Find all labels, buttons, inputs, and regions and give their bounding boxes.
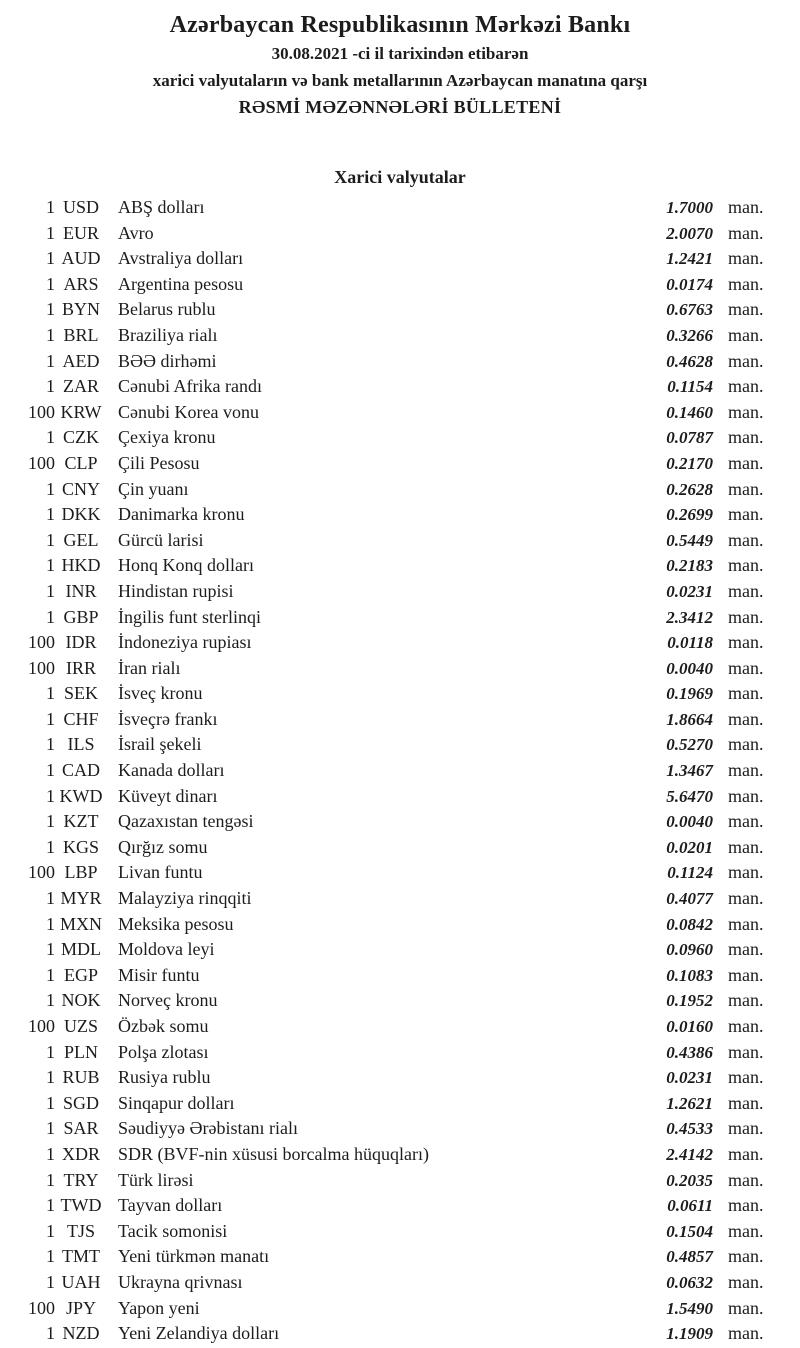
currency-quantity: 1	[46, 1271, 55, 1292]
currency-unit: man.	[728, 248, 764, 269]
currency-rate: 1.2621	[666, 1093, 713, 1113]
currency-name: Çin yuanı	[118, 478, 189, 499]
currency-row	[0, 988, 800, 1014]
currency-unit: man.	[728, 273, 764, 294]
currency-quantity: 1	[46, 683, 55, 704]
currency-name: İsrail şekeli	[118, 734, 202, 755]
currency-name: Gürcü larisi	[118, 529, 204, 550]
currency-code: INR	[65, 580, 97, 601]
currency-quantity: 1	[46, 734, 55, 755]
currency-row	[0, 323, 800, 349]
currency-row	[0, 1065, 800, 1091]
currency-rates-table	[0, 195, 800, 1347]
currency-code: EGP	[63, 964, 98, 985]
currency-unit: man.	[728, 760, 764, 781]
currency-code: SGD	[62, 1092, 99, 1113]
currency-rate: 0.0842	[666, 914, 713, 934]
currency-row	[0, 477, 800, 503]
currency-unit: man.	[728, 939, 764, 960]
currency-quantity: 1	[46, 811, 55, 832]
currency-row	[0, 835, 800, 861]
currency-name: Livan funtu	[118, 862, 203, 883]
currency-name: Sinqapur dolları	[118, 1092, 235, 1113]
currency-row	[0, 1244, 800, 1270]
currency-quantity: 1	[46, 273, 55, 294]
currency-code: NZD	[62, 1323, 100, 1344]
currency-row	[0, 758, 800, 784]
section-title-foreign-currencies: Xarici valyutalar	[334, 167, 466, 187]
currency-row	[0, 221, 800, 247]
currency-quantity: 1	[46, 1067, 55, 1088]
currency-unit: man.	[728, 222, 764, 243]
currency-code: TJS	[66, 1220, 95, 1241]
currency-name: Səudiyyə Ərəbistanı rialı	[118, 1118, 298, 1139]
currency-code: JPY	[65, 1297, 96, 1318]
currency-quantity: 1	[46, 913, 55, 934]
currency-row	[0, 400, 800, 426]
currency-rate: 0.2170	[666, 453, 713, 473]
currency-name: Meksika pesosu	[118, 913, 234, 934]
effective-date-line: 30.08.2021 -ci il tarixindən etibarən	[271, 44, 529, 63]
currency-code: KZT	[63, 811, 99, 832]
currency-rate: 1.1909	[666, 1324, 713, 1344]
currency-name: Küveyt dinarı	[118, 785, 218, 806]
currency-rate: 0.0160	[666, 1017, 713, 1036]
currency-row	[0, 707, 800, 733]
currency-quantity: 1	[46, 1041, 55, 1062]
currency-name: Misir funtu	[118, 964, 200, 985]
currency-name: Malayziya rinqqiti	[118, 888, 252, 909]
currency-rate: 0.2699	[666, 505, 713, 525]
currency-row	[0, 1193, 800, 1219]
currency-quantity: 1	[46, 939, 55, 960]
currency-code: KGS	[62, 836, 99, 857]
currency-rate: 0.4077	[666, 889, 713, 909]
currency-name: Tayvan dolları	[118, 1195, 223, 1216]
currency-quantity: 1	[46, 1118, 55, 1139]
currency-row	[0, 1142, 800, 1168]
currency-code: XDR	[61, 1143, 100, 1164]
currency-name: Qazaxıstan tengəsi	[118, 811, 254, 832]
currency-row	[0, 605, 800, 631]
currency-rate: 0.0960	[666, 940, 713, 960]
currency-unit: man.	[728, 734, 764, 755]
currency-quantity: 1	[46, 785, 55, 806]
currency-quantity: 100	[28, 862, 55, 883]
currency-code: TWD	[60, 1195, 102, 1216]
currency-name: Cənubi Afrika randı	[118, 376, 262, 397]
currency-row	[0, 1219, 800, 1245]
currency-rate: 0.4386	[666, 1042, 713, 1062]
currency-unit: man.	[728, 299, 764, 320]
currency-name: Avro	[118, 222, 154, 243]
currency-quantity: 1	[46, 606, 55, 627]
currency-code: MDL	[61, 939, 101, 960]
currency-rate: 2.0070	[666, 223, 713, 243]
currency-quantity: 1	[46, 708, 55, 729]
bulletin-title: RƏSMİ MƏZƏNNƏLƏRİ BÜLLETENİ	[238, 97, 562, 117]
currency-name: Cənubi Korea vonu	[118, 401, 259, 422]
currency-name: Rusiya rublu	[118, 1067, 211, 1088]
currency-name: SDR (BVF-nin xüsusi borcalma hüquqları)	[118, 1143, 429, 1164]
currency-name: İngilis funt sterlinqi	[118, 606, 261, 627]
currency-quantity: 1	[46, 836, 55, 857]
currency-quantity: 1	[46, 529, 55, 550]
currency-name: ABŞ dolları	[118, 197, 205, 217]
currency-name: Moldova leyi	[118, 939, 215, 960]
currency-code: NOK	[61, 990, 101, 1011]
currency-rate: 0.0118	[667, 633, 713, 653]
currency-name: İsveç kronu	[118, 683, 203, 704]
currency-code: MYR	[60, 888, 102, 909]
currency-rate: 0.1504	[666, 1221, 713, 1241]
currency-unit: man.	[728, 836, 764, 857]
currency-quantity: 1	[46, 964, 55, 985]
currency-code: SEK	[63, 683, 98, 704]
currency-quantity: 100	[28, 632, 55, 653]
currency-quantity: 1	[46, 248, 55, 269]
currency-code: IRR	[65, 657, 96, 678]
currency-rate: 0.2628	[666, 479, 713, 499]
currency-unit: man.	[728, 197, 764, 217]
currency-name: Danimarka kronu	[118, 504, 245, 525]
currency-quantity: 1	[46, 1143, 55, 1164]
currency-rate: 0.0231	[666, 1068, 713, 1088]
currency-code: TRY	[63, 1169, 99, 1190]
currency-code: CNY	[61, 478, 100, 499]
currency-rate: 0.0201	[666, 837, 713, 857]
currency-row	[0, 963, 800, 989]
currency-rate: 0.4628	[666, 351, 713, 371]
currency-quantity: 1	[46, 888, 55, 909]
currency-name: Çexiya kronu	[118, 427, 216, 448]
currency-unit: man.	[728, 1067, 764, 1088]
currency-rate: 0.1154	[667, 377, 713, 397]
currency-quantity: 1	[46, 324, 55, 345]
currency-name: Yeni türkmən manatı	[118, 1246, 270, 1267]
currency-code: UZS	[63, 1016, 98, 1036]
currency-row	[0, 1321, 800, 1347]
currency-rate: 0.0632	[666, 1272, 713, 1292]
currency-code: UAH	[61, 1271, 101, 1292]
subject-line: xarici valyutaların və bank metallarının Azərbaycan manatına qarşı	[152, 71, 648, 90]
currency-unit: man.	[728, 683, 764, 704]
currency-unit: man.	[728, 1246, 764, 1267]
currency-unit: man.	[728, 1092, 764, 1113]
currency-code: KWD	[59, 785, 103, 806]
currency-unit: man.	[728, 913, 764, 934]
currency-row	[0, 297, 800, 323]
currency-rate: 2.3412	[666, 607, 713, 627]
currency-row	[0, 1014, 800, 1040]
currency-rate: 0.2183	[666, 556, 713, 576]
currency-name: Özbək somu	[118, 1016, 209, 1036]
currency-name: Norveç kronu	[118, 990, 218, 1011]
currency-row	[0, 579, 800, 605]
currency-unit: man.	[728, 606, 764, 627]
currency-row	[0, 451, 800, 477]
currency-row	[0, 809, 800, 835]
currency-unit: man.	[728, 1297, 764, 1318]
currency-unit: man.	[728, 478, 764, 499]
currency-unit: man.	[728, 990, 764, 1011]
currency-name: Ukrayna qrivnası	[118, 1271, 243, 1292]
currency-code: ILS	[67, 734, 95, 755]
currency-code: AUD	[61, 248, 101, 269]
currency-rate: 0.0174	[666, 274, 713, 294]
currency-quantity: 1	[46, 990, 55, 1011]
currency-row	[0, 1270, 800, 1296]
currency-rate: 2.4142	[666, 1144, 713, 1164]
currency-rate: 0.5449	[666, 530, 713, 550]
currency-unit: man.	[728, 376, 764, 397]
currency-rate: 1.2421	[666, 249, 713, 269]
currency-quantity: 1	[46, 376, 55, 397]
currency-row	[0, 246, 800, 272]
currency-row	[0, 553, 800, 579]
currency-code: CLP	[64, 452, 98, 473]
currency-rate: 1.5490	[666, 1298, 713, 1318]
currency-quantity: 1	[46, 1246, 55, 1267]
currency-rate: 0.2035	[666, 1170, 713, 1190]
currency-code: IDR	[65, 632, 97, 653]
currency-rate: 0.1460	[666, 402, 713, 422]
currency-row	[0, 681, 800, 707]
currency-row	[0, 502, 800, 528]
currency-rate: 0.0787	[666, 428, 713, 448]
currency-name: Polşa zlotası	[118, 1041, 209, 1062]
currency-rate: 0.3266	[666, 325, 713, 345]
currency-unit: man.	[728, 1118, 764, 1139]
currency-row	[0, 1091, 800, 1117]
currency-unit: man.	[728, 1220, 764, 1241]
currency-unit: man.	[728, 708, 764, 729]
currency-rate: 0.1952	[666, 991, 713, 1011]
currency-rate: 0.4533	[666, 1119, 713, 1139]
currency-row	[0, 425, 800, 451]
currency-row	[0, 272, 800, 298]
currency-name: Belarus rublu	[118, 299, 216, 320]
currency-unit: man.	[728, 529, 764, 550]
currency-unit: man.	[728, 657, 764, 678]
currency-code: GEL	[63, 529, 99, 550]
currency-quantity: 1	[46, 1323, 55, 1344]
currency-name: Hindistan rupisi	[118, 580, 234, 601]
currency-rate: 0.1083	[666, 965, 713, 985]
currency-quantity: 100	[28, 401, 55, 422]
currency-rate: 0.6763	[666, 300, 713, 320]
currency-row	[0, 784, 800, 810]
currency-quantity: 1	[46, 1220, 55, 1241]
currency-unit: man.	[728, 427, 764, 448]
currency-rate: 1.8664	[666, 709, 713, 729]
currency-rate: 0.0040	[666, 812, 713, 832]
currency-unit: man.	[728, 632, 764, 653]
currency-row	[0, 912, 800, 938]
currency-row	[0, 1168, 800, 1194]
currency-code: AED	[62, 350, 100, 371]
currency-code: GBP	[63, 606, 99, 627]
currency-unit: man.	[728, 1041, 764, 1062]
currency-name: BƏƏ dirhəmi	[118, 350, 217, 371]
currency-name: Yapon yeni	[118, 1297, 200, 1318]
currency-unit: man.	[728, 888, 764, 909]
currency-code: HKD	[61, 555, 101, 576]
currency-unit: man.	[728, 785, 764, 806]
currency-code: CAD	[61, 760, 100, 781]
currency-unit: man.	[728, 350, 764, 371]
currency-code: BYN	[61, 299, 100, 320]
currency-code: CHF	[63, 708, 99, 729]
currency-row	[0, 349, 800, 375]
currency-rate: 0.0040	[666, 658, 713, 678]
currency-quantity: 1	[46, 504, 55, 525]
currency-code: PLN	[63, 1041, 98, 1062]
currency-code: USD	[62, 197, 99, 217]
currency-name: Çili Pesosu	[118, 452, 200, 473]
currency-quantity: 1	[46, 478, 55, 499]
currency-row	[0, 860, 800, 886]
currency-quantity: 1	[46, 555, 55, 576]
currency-unit: man.	[728, 811, 764, 832]
currency-row	[0, 374, 800, 400]
currency-code: ARS	[63, 273, 99, 294]
currency-quantity: 1	[46, 350, 55, 371]
currency-code: LBP	[64, 862, 98, 883]
currency-row	[0, 886, 800, 912]
currency-name: Braziliya rialı	[118, 324, 218, 345]
currency-name: Tacik somonisi	[118, 1220, 228, 1241]
currency-rate: 0.1969	[666, 684, 713, 704]
currency-unit: man.	[728, 324, 764, 345]
currency-row	[0, 1296, 800, 1322]
currency-name: Avstraliya dolları	[118, 248, 244, 269]
currency-rate: 0.5270	[666, 735, 713, 755]
currency-row	[0, 732, 800, 758]
currency-unit: man.	[728, 862, 764, 883]
currency-unit: man.	[728, 1169, 764, 1190]
bank-name-title: Azərbaycan Respublikasının Mərkəzi Bankı	[169, 12, 631, 38]
currency-row	[0, 630, 800, 656]
currency-name: Yeni Zelandiya dolları	[118, 1323, 280, 1344]
currency-row	[0, 937, 800, 963]
currency-unit: man.	[728, 1323, 764, 1344]
currency-rate: 1.7000	[666, 198, 713, 217]
currency-unit: man.	[728, 1016, 764, 1036]
currency-rate: 0.1124	[667, 863, 713, 883]
currency-quantity: 1	[46, 760, 55, 781]
currency-row	[0, 1040, 800, 1066]
currency-name: İndoneziya rupiası	[118, 632, 252, 653]
currency-quantity: 1	[46, 580, 55, 601]
currency-rate: 0.0611	[667, 1196, 713, 1216]
currency-name: İran rialı	[118, 657, 181, 678]
currency-name: Argentina pesosu	[118, 273, 244, 294]
currency-code: SAR	[63, 1118, 99, 1139]
currency-quantity: 1	[46, 1195, 55, 1216]
currency-rate: 1.3467	[666, 761, 713, 781]
currency-name: İsveçrə frankı	[118, 708, 218, 729]
currency-quantity: 1	[46, 222, 55, 243]
currency-quantity: 1	[46, 299, 55, 320]
currency-quantity: 1	[46, 427, 55, 448]
currency-rate: 5.6470	[666, 786, 713, 806]
currency-quantity: 100	[28, 1016, 55, 1036]
currency-code: ZAR	[63, 376, 99, 397]
currency-rate: 0.0231	[666, 581, 713, 601]
currency-unit: man.	[728, 452, 764, 473]
currency-code: EUR	[63, 222, 99, 243]
currency-unit: man.	[728, 401, 764, 422]
currency-rate: 0.4857	[666, 1247, 713, 1267]
currency-unit: man.	[728, 1271, 764, 1292]
currency-unit: man.	[728, 964, 764, 985]
currency-name: Honq Konq dolları	[118, 555, 254, 576]
currency-quantity: 100	[28, 1297, 55, 1318]
currency-name: Türk lirəsi	[118, 1169, 194, 1190]
currency-unit: man.	[728, 580, 764, 601]
currency-unit: man.	[728, 504, 764, 525]
currency-unit: man.	[728, 1143, 764, 1164]
currency-row	[0, 1116, 800, 1142]
currency-code: MXN	[59, 913, 102, 934]
currency-code: KRW	[60, 401, 102, 422]
currency-unit: man.	[728, 1195, 764, 1216]
currency-quantity: 1	[46, 197, 55, 217]
currency-row	[0, 195, 800, 221]
currency-row	[0, 528, 800, 554]
currency-code: CZK	[63, 427, 99, 448]
currency-code: BRL	[63, 324, 99, 345]
currency-quantity: 1	[46, 1169, 55, 1190]
currency-quantity: 100	[28, 657, 55, 678]
currency-row	[0, 656, 800, 682]
currency-code: TMT	[62, 1246, 100, 1267]
currency-quantity: 100	[28, 452, 55, 473]
currency-name: Qırğız somu	[118, 836, 208, 857]
currency-unit: man.	[728, 555, 764, 576]
currency-quantity: 1	[46, 1092, 55, 1113]
currency-code: RUB	[62, 1067, 100, 1088]
currency-name: Kanada dolları	[118, 760, 225, 781]
document-header	[0, 10, 800, 121]
currency-code: DKK	[61, 504, 101, 525]
